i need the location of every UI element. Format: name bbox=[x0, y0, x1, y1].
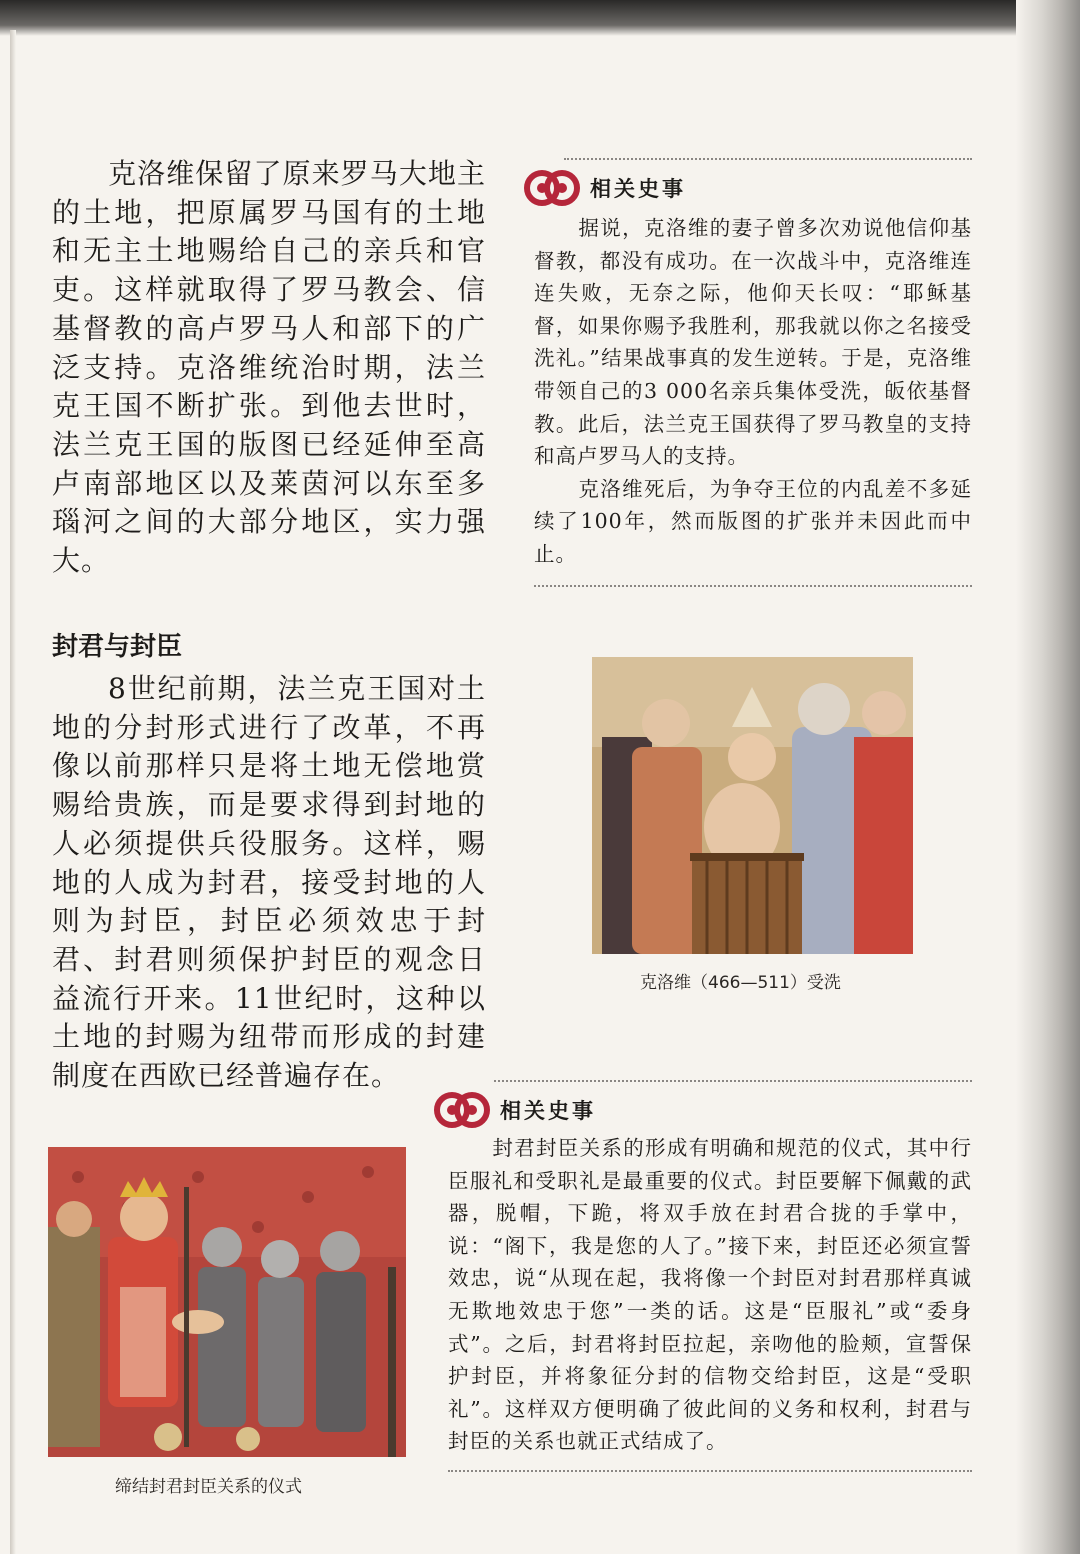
box1-paragraph-1: 据说，克洛维的妻子曾多次劝说他信仰基督教，都没有成功。在一次战斗中，克洛维连连失败，无奈之际，他仰天长叹：“耶稣基督，如果你赐予我胜利，那我就以你之名接受洗礼。”结果战事真的发生逆转。于是，克洛维带领自己的3 000名亲兵集体受洗，皈依基督教。此后，法兰克王国获得了罗马教皇的支持和高卢罗马人的支持。 bbox=[534, 216, 972, 469]
box1-paragraph-2: 克洛维死后，为争夺王位的内乱差不多延续了100年，然而版图的扩张并未因此而中止。 bbox=[534, 476, 972, 566]
box2-top-divider bbox=[494, 1080, 972, 1082]
box-title: 相关史事 bbox=[590, 177, 686, 201]
box2-title: 相关史事 bbox=[500, 1099, 596, 1123]
box-title-row bbox=[524, 168, 972, 208]
swirl-logo-icon bbox=[524, 168, 580, 208]
body-paragraph-2: 8世纪前期，法兰克王国对土地的分封形式进行了改革，不再像以前那样只是将土地无偿地赏赐给贵族，而是要求得到封地的人必须提供兵役服务。这样，赐地的人成为封君，接受封地的人则为封臣，封臣必须效忠于封君、封君则须保护封臣的观念日益流行开来。11世纪时，这种以土地的封赐为纽带而形成的封建制度在西欧已经普遍存在。 bbox=[52, 672, 486, 1093]
ceremony-illustration bbox=[48, 1147, 406, 1457]
figure-caption-baptism: 克洛维（466—511）受洗 bbox=[640, 973, 841, 993]
box2-title-row bbox=[434, 1090, 972, 1130]
box-bottom-divider bbox=[534, 585, 972, 587]
box-top-divider bbox=[564, 158, 972, 160]
section-heading: 封君与封臣 bbox=[52, 632, 183, 662]
page-spine-shadow bbox=[1016, 0, 1080, 1554]
figure-caption-ceremony: 缔结封君封臣关系的仪式 bbox=[115, 1477, 302, 1497]
page-left-edge bbox=[10, 30, 16, 1554]
related-history-box-2 bbox=[434, 1080, 972, 1472]
baptism-illustration bbox=[592, 657, 913, 954]
box2-paragraph: 封君封臣关系的形成有明确和规范的仪式，其中行臣服礼和受职礼是最重要的仪式。封臣要解下佩戴的武器，脱帽，下跪，将双手放在封君合拢的手掌中，说：“阁下，我是您的人了。”接下来，封臣还必须宣誓效忠，说“从现在起，我将像一个封臣对封君那样真诚无欺地效忠于您”一类的话。这是“臣服礼”或“委身式”。之后，封君将封臣拉起，亲吻他的脸颊，宣誓保护封臣，并将象征分封的信物交给封臣，这是“受职礼”。这样双方便明确了彼此间的义务和权利，封君与封臣的关系也就正式结成了。 bbox=[448, 1136, 972, 1454]
box2-bottom-divider bbox=[448, 1470, 972, 1472]
scan-top-shadow bbox=[0, 0, 1080, 36]
body-paragraph-1: 克洛维保留了原来罗马大地主的土地，把原属罗马国有的土地和无主土地赐给自己的亲兵和官吏。这样就取得了罗马教会、信基督教的高卢罗马人和部下的广泛支持。克洛维统治时期，法兰克王国不断扩张。到他去世时，法兰克王国的版图已经延伸至高卢南部地区以及莱茵河以东至多瑙河之间的大部分地区，实力强大。 bbox=[52, 157, 486, 578]
related-history-box-1 bbox=[524, 158, 972, 587]
swirl-logo-icon bbox=[434, 1090, 490, 1130]
